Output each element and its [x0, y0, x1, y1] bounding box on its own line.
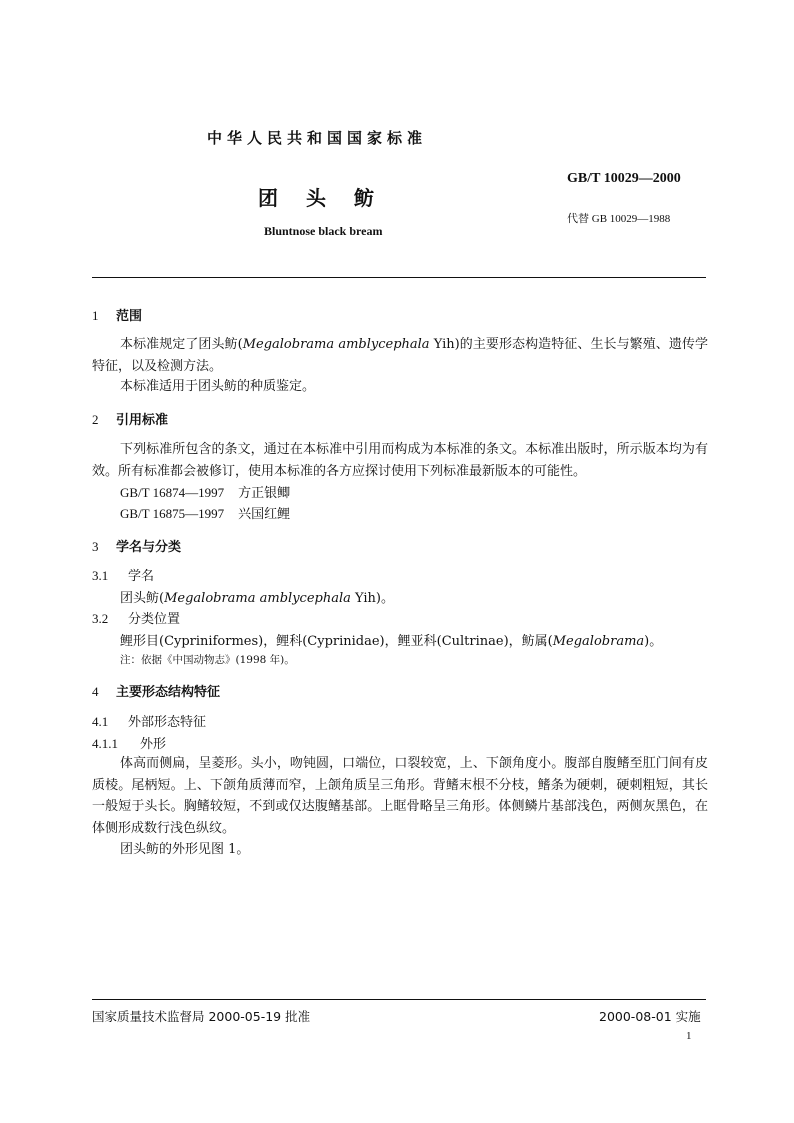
document-title: 团头鲂: [258, 186, 402, 210]
subsection-heading-shape: 4.1.1 外形: [92, 736, 167, 752]
section-heading-classification: 3 学名与分类: [92, 539, 182, 555]
section-heading-references: 2 引用标准: [92, 412, 169, 428]
subsection-heading-scientific-name: 3.1 学名: [92, 568, 155, 584]
taxonomy-text: 鲤形目(Cypriniformes)，鲤科(Cyprinidae)，鲤亚科(Cultrinae)，鲂属(Megalobrama)。: [120, 634, 663, 649]
subsection-heading-external-features: 4.1 外部形态特征: [92, 714, 207, 730]
footer-divider: [92, 999, 706, 1000]
implementation-date: 2000-08-01 实施: [599, 1009, 701, 1024]
scope-paragraph-1: 本标准规定了团头鲂(Megalobrama amblycephala Yih)的主要形态构造特征、生长与繁殖、遗传学特征，以及检测方法。: [92, 337, 708, 374]
page-number: 1: [686, 1030, 692, 1042]
taxonomy-note: 注：依据《中国动物志》(1998 年)。: [120, 654, 295, 666]
subsection-heading-taxonomy: 3.2 分类位置: [92, 611, 181, 627]
shape-description-paragraph: 体高而侧扁，呈菱形。头小，吻钝圆，口端位，口裂较宽，上、下颌角度小。腹部自腹鳍至肛门间有皮质棱。尾柄短。上、下颌角质薄而窄，上颌角质呈三角形。背鳍末根不分枝，鳍条为硬刺，硬刺粗短，其长一般短于头长。胸鳍较短，不到或仅达腹鳍基部。上眶骨略呈三角形。体侧鳞片基部浅色，两侧灰黑色，在体侧形成数行浅色纵纹。: [92, 756, 708, 836]
scope-paragraph-2: 本标准适用于团头鲂的种质鉴定。: [120, 379, 316, 394]
replaces-standard: 代替 GB 10029—1988: [567, 213, 671, 225]
approval-date: 国家质量技术监督局 2000-05-19 批准: [92, 1009, 311, 1024]
references-paragraph: 下列标准所包含的条文，通过在本标准中引用而构成为本标准的条文。本标准出版时，所示版本均为有效。所有标准都会被修订，使用本标准的各方应探讨使用下列标准最新版本的可能性。: [92, 442, 708, 479]
section-heading-morphology: 4 主要形态结构特征: [92, 684, 221, 700]
national-standard-heading: 中华人民共和国国家标准: [207, 129, 428, 147]
standard-number: GB/T 10029—2000: [567, 171, 681, 186]
reference-item: GB/T 16874—1997 方正银鲫: [120, 485, 291, 501]
document-title-english: Bluntnose black bream: [264, 224, 383, 238]
figure-reference-paragraph: 团头鲂的外形见图 1。: [120, 842, 250, 857]
scientific-name-text: 团头鲂(Megalobrama amblycephala Yih)。: [120, 591, 394, 606]
reference-item: GB/T 16875—1997 兴国红鲤: [120, 506, 291, 522]
header-divider: [92, 277, 706, 278]
section-heading-scope: 1 范围: [92, 308, 143, 324]
